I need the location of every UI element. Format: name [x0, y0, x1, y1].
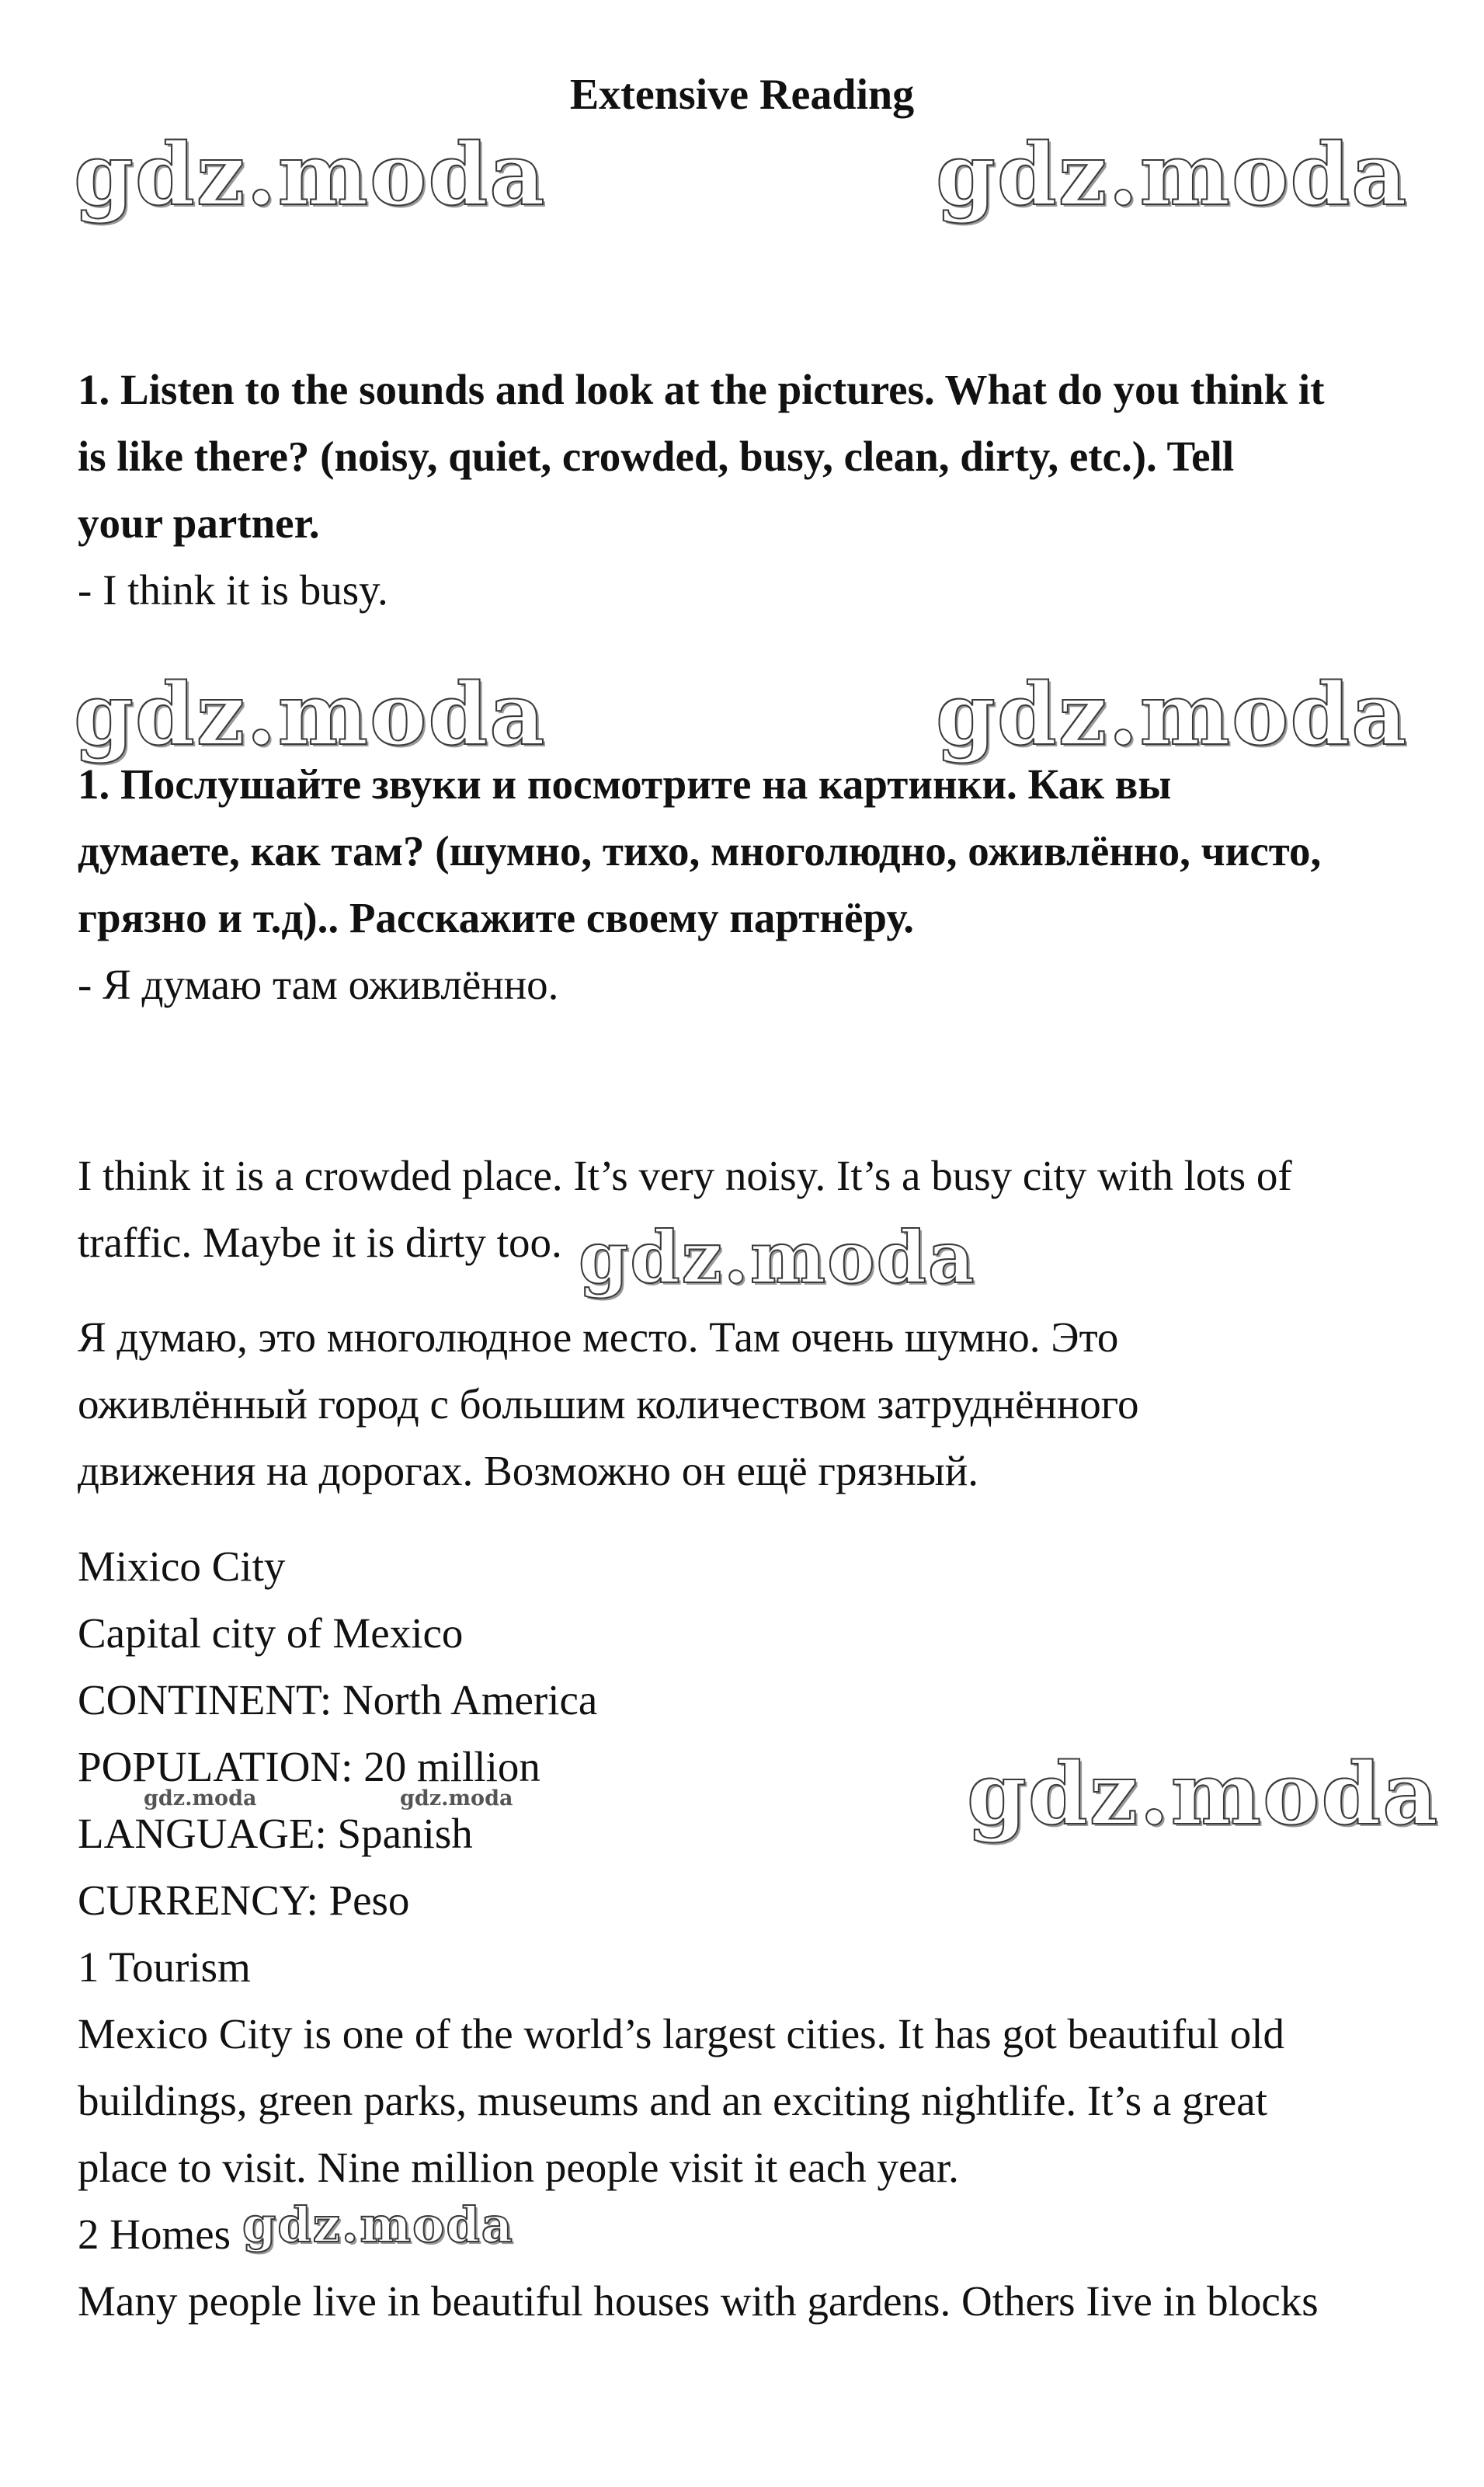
watermark-logo: gdz.moda	[967, 1744, 1440, 1844]
city-info-line: POPULATION: 20 million	[78, 1743, 540, 1790]
city-info-line: CONTINENT: North America	[78, 1676, 598, 1724]
page-title: Extensive Reading	[569, 71, 915, 119]
answer-ru-line: движения на дорогах. Возможно он ещё грязный.	[78, 1447, 979, 1494]
task-ru-line: думаете, как там? (шумно, тихо, многолюдно, оживлённо, чисто,	[78, 827, 1322, 875]
task-ru-line: грязно и т.д).. Расскажите своему партнёру.	[78, 894, 914, 941]
city-info-line: Mexico City is one of the world’s largest cities. It has got beautiful old	[78, 2010, 1284, 2057]
city-info-line: buildings, green parks, museums and an exciting nightlife. It’s a great	[78, 2077, 1267, 2124]
city-info-line: place to visit. Nine million people visit it each year.	[78, 2144, 959, 2191]
task-ru-answer: - Я думаю там оживлённо.	[78, 961, 559, 1008]
city-info-line: Mixico City	[78, 1543, 286, 1590]
answer-en-line: traffic. Maybe it is dirty too.	[78, 1219, 562, 1266]
city-info-line: CURRENCY: Peso	[78, 1877, 410, 1924]
task-en-line: 1. Listen to the sounds and look at the pictures. What do you think it	[78, 366, 1325, 413]
watermark-logo: gdz.moda	[579, 1216, 976, 1299]
task-ru-line: 1. Послушайте звуки и посмотрите на картинки. Как вы	[78, 760, 1172, 808]
city-info-line: Many people live in beautiful houses with gardens. Others Iive in blocks	[78, 2277, 1319, 2325]
watermark-logo: gdz.moda	[936, 124, 1409, 224]
watermark-logo: gdz.moda	[74, 664, 547, 764]
task-en-line: is like there? (noisy, quiet, crowded, busy, clean, dirty, etc.). Tell	[78, 433, 1235, 480]
watermark-logo: gdz.moda	[144, 1786, 257, 1810]
city-info-line: LANGUAGE: Spanish	[78, 1810, 473, 1857]
city-info-line: 2 Homes	[78, 2210, 231, 2258]
city-info-line: 1 Tourism	[78, 1943, 251, 1991]
answer-ru-line: Я думаю, это многолюдное место. Там очень шумно. Это	[78, 1313, 1119, 1361]
watermark-logo: gdz.moda	[74, 124, 547, 224]
city-info-line: Capital city of Mexico	[78, 1609, 464, 1657]
task-en-line: your partner.	[78, 499, 320, 547]
watermark-logo: gdz.moda	[242, 2197, 514, 2253]
task-en-answer: - I think it is busy.	[78, 566, 388, 614]
watermark-logo: gdz.moda	[400, 1786, 513, 1810]
answer-ru-line: оживлённый город с большим количеством затруднённого	[78, 1380, 1139, 1428]
answer-en-line: I think it is a crowded place. It’s very noisy. It’s a busy city with lots of	[78, 1152, 1292, 1199]
watermark-logo: gdz.moda	[936, 664, 1409, 764]
